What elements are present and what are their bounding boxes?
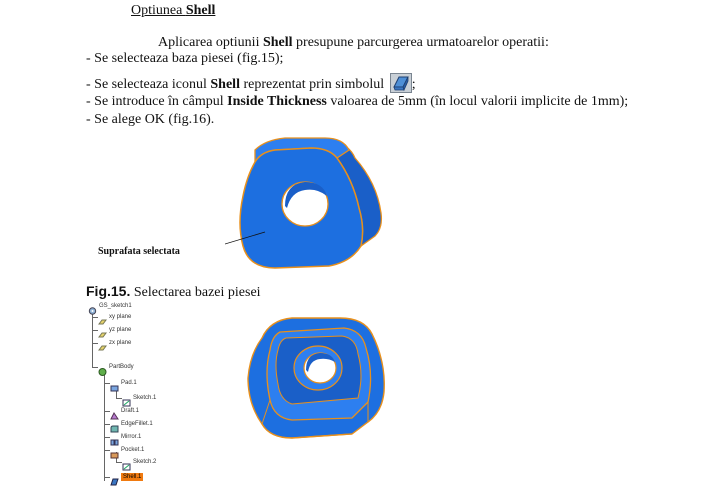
part-figure-1 bbox=[225, 128, 390, 278]
tree-item-sketch-1[interactable]: Sketch.1 bbox=[133, 395, 157, 401]
shell-icon bbox=[110, 473, 119, 481]
sketch-icon bbox=[122, 458, 131, 466]
fillet-icon bbox=[110, 420, 119, 428]
step-2-tail: ; bbox=[411, 77, 416, 92]
step-2-before: - Se selecteaza iconul bbox=[86, 77, 211, 92]
mirror-icon bbox=[110, 433, 119, 441]
caption-bold: Fig.15. bbox=[86, 283, 131, 299]
tree-item-yz-plane[interactable]: yz plane bbox=[109, 327, 132, 333]
plane-icon bbox=[98, 313, 107, 321]
section-heading bbox=[131, 3, 215, 19]
tree-item-pad[interactable]: Pad.1 bbox=[121, 380, 137, 386]
annotation-label: Suprafata selectata bbox=[98, 246, 180, 257]
step-1-text: - Se selecteaza baza piesei (fig.15); bbox=[86, 51, 284, 66]
heading-bold: Shell bbox=[185, 3, 216, 18]
tree-item-partbody[interactable]: PartBody bbox=[109, 364, 134, 370]
draft-icon bbox=[110, 407, 119, 415]
tree-item-xy-plane[interactable]: xy plane bbox=[109, 314, 132, 320]
step-4-text: - Se alege OK (fig.16). bbox=[86, 112, 215, 127]
intro-after: presupune parcurgerea urmatoarelor operatii: bbox=[292, 35, 549, 50]
step-2 bbox=[86, 73, 416, 93]
intro-paragraph bbox=[158, 35, 549, 51]
tree-item-sketch-2[interactable]: Sketch.2 bbox=[133, 459, 157, 465]
tree-item-pocket[interactable]: Pocket.1 bbox=[121, 447, 145, 453]
plane-icon bbox=[98, 339, 107, 347]
specification-tree bbox=[88, 302, 208, 485]
figure-caption bbox=[86, 283, 261, 301]
step-3-after: valoarea de 5mm (în locul valorii implicite de 1mm); bbox=[326, 94, 629, 109]
tree-item-edge-fillet[interactable]: EdgeFillet.1 bbox=[121, 421, 153, 427]
pocket-icon bbox=[110, 446, 119, 454]
step-3-before: - Se introduce în câmpul bbox=[86, 94, 228, 109]
tree-item-shell-selected[interactable]: Shell.1 bbox=[123, 474, 142, 480]
intro-before: Aplicarea optiunii bbox=[158, 35, 263, 50]
intro-bold: Shell bbox=[262, 35, 293, 50]
plane-icon bbox=[98, 326, 107, 334]
heading-prefix: Optiunea bbox=[131, 3, 186, 18]
tree-item-mirror[interactable]: Mirror.1 bbox=[121, 434, 142, 440]
tree-item-zx-plane[interactable]: zx plane bbox=[109, 340, 132, 346]
pad-icon bbox=[110, 379, 119, 387]
partbody-icon bbox=[98, 363, 107, 371]
caption-rest: Selectarea bazei piesei bbox=[130, 285, 261, 300]
step-3 bbox=[86, 94, 628, 110]
step-1 bbox=[86, 51, 283, 67]
tree-item-root[interactable]: GS_sketch1 bbox=[99, 303, 132, 309]
step-4 bbox=[86, 112, 214, 128]
step-3-bold: Inside Thickness bbox=[227, 94, 327, 109]
sketch-icon bbox=[122, 394, 131, 402]
shell-symbol-icon bbox=[390, 73, 412, 93]
step-2-bold: Shell bbox=[210, 77, 240, 92]
tree-item-draft[interactable]: Draft.1 bbox=[121, 408, 140, 414]
root-gear-icon bbox=[88, 302, 97, 310]
part-figure-2 bbox=[240, 308, 390, 443]
step-2-after: reprezentat prin simbolul bbox=[239, 77, 385, 92]
